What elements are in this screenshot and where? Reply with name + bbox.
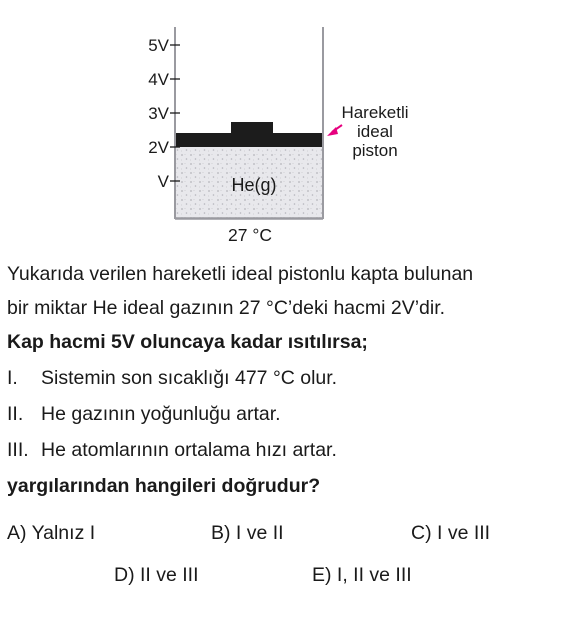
intro-line-2: bir miktar He ideal gazının 27 °C’deki hacmi 2V’dir. [7,297,446,319]
statement-3-text: He atomlarının ortalama hızı artar. [41,439,337,461]
statement-3-number: III. [7,439,29,461]
piston-knob [231,122,273,134]
statement-1-text: Sistemin son sıcaklığı 477 °C olur. [41,367,338,389]
piston-label-line3: piston [352,141,398,160]
statement-1 [7,366,337,391]
temperature-label: 27 °C [228,225,272,245]
option-b[interactable]: B) I ve II [211,522,284,544]
intro-line-1: Yukarıda verilen hareketli ideal pistonlu kapta bulunan [7,263,474,285]
label-4v: 4V [148,70,169,89]
piston-label-line2: ideal [357,122,393,141]
gas-label: He(g) [231,175,277,195]
statement-2-number: II. [7,403,24,425]
piston-arrow-icon [327,125,342,136]
piston-label-line1: Hareketli [341,103,409,122]
condition-text: Kap hacmi 5V oluncaya kadar ısıtılırsa; [7,331,368,353]
option-e[interactable]: E) I, II ve III [312,564,412,586]
label-2v: 2V [148,138,169,157]
label-1v: V [157,172,169,191]
option-d[interactable]: D) II ve III [114,564,199,586]
statement-3 [7,438,337,463]
label-3v: 3V [148,104,169,123]
option-a[interactable]: A) Yalnız I [7,522,96,544]
piston-plate [176,133,322,147]
label-5v: 5V [148,36,169,55]
option-c[interactable]: C) I ve III [411,522,491,544]
statement-1-number: I. [7,367,18,389]
gas-piston-figure [0,0,575,250]
statement-2-text: He gazının yoğunluğu artar. [41,403,281,425]
statement-2 [7,402,281,427]
question-prompt: yargılarından hangileri doğrudur? [7,475,321,497]
